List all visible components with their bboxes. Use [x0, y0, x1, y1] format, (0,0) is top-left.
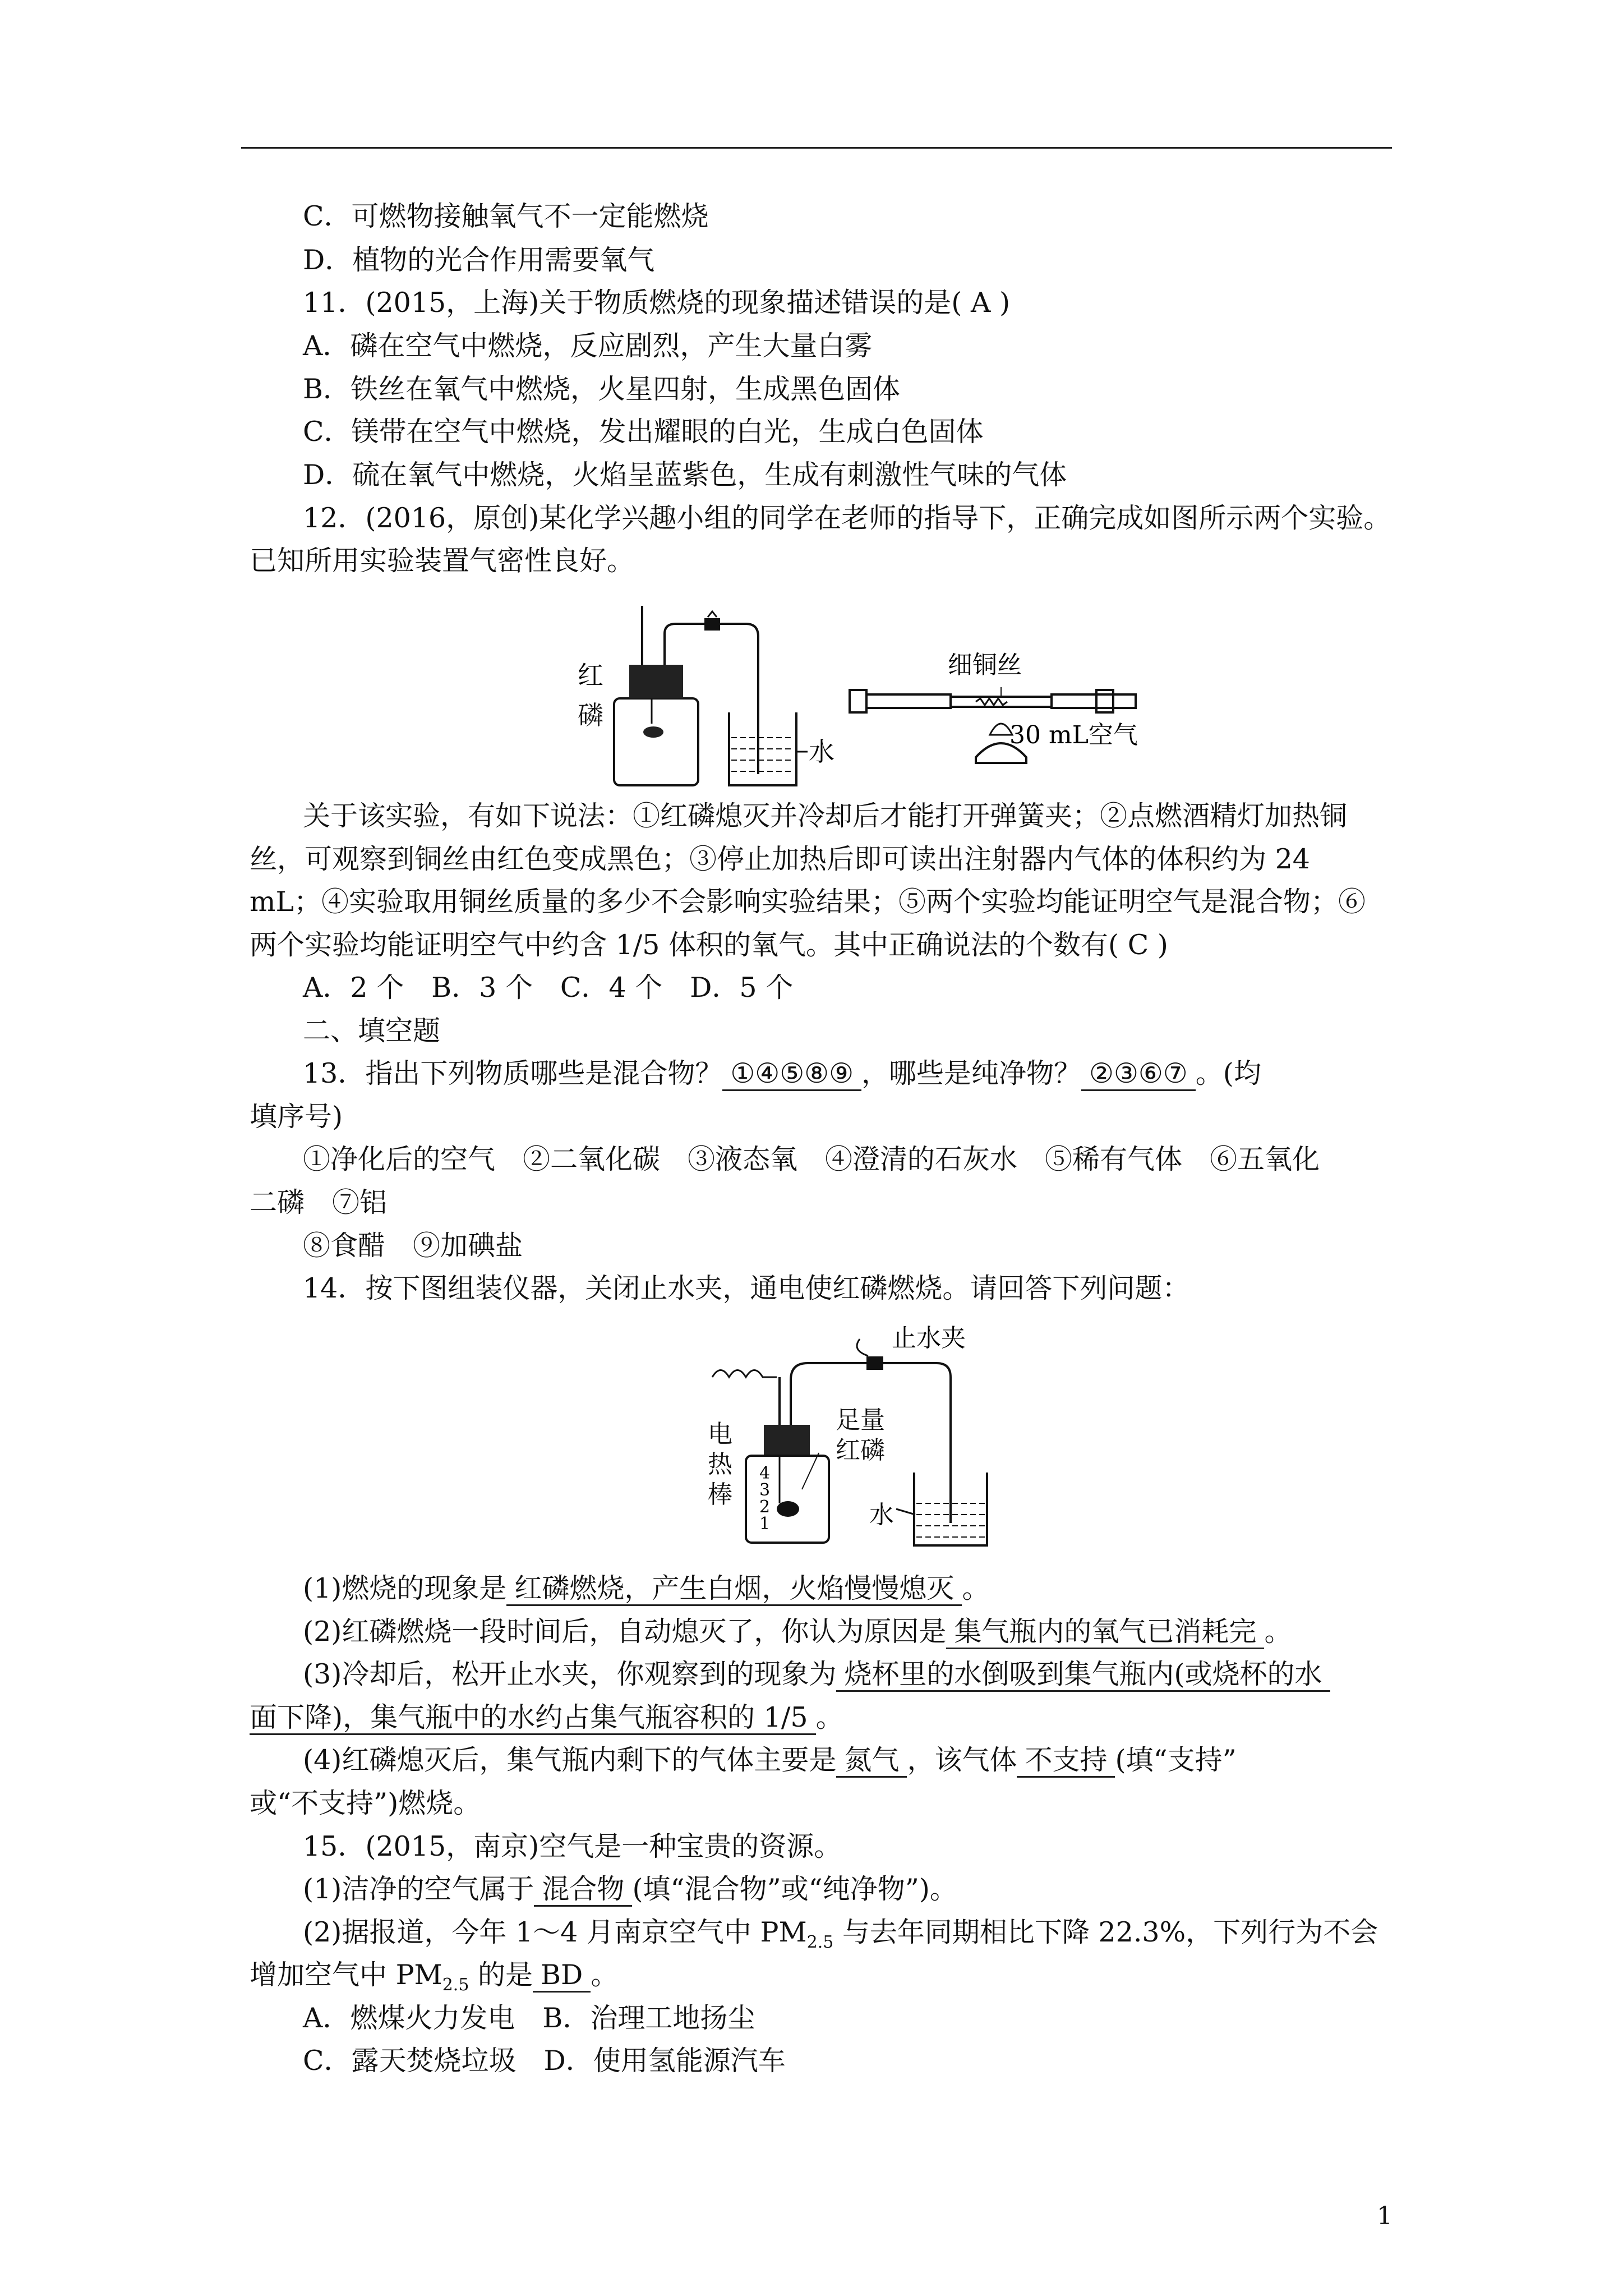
q14-part4-line2: 或“不支持”)燃烧。	[250, 1787, 481, 1819]
label-30ml-air: 30 mL空气	[1009, 721, 1138, 749]
q15-answer2: BD	[533, 1959, 591, 1993]
q12-options: A．2 个 B．3 个 C．4 个 D．5 个	[303, 972, 794, 1004]
q14-stem: 14．按下图组装仪器，关闭止水夹，通电使红磷燃烧。请回答下列问题：	[303, 1272, 1190, 1304]
q14-part4: (4)红磷熄灭后，集气瓶内剩下的气体主要是 氮气 ，该气体 不支持 (填“支持”	[303, 1743, 1237, 1777]
section-fill-in: 二、填空题	[303, 1015, 441, 1047]
q12-body-line4: 两个实验均能证明空气中约含 1/5 体积的氧气。其中正确说法的个数有( C )	[250, 929, 1168, 961]
page-number: 1	[1377, 2202, 1393, 2230]
q14-answer4a: 氮气	[836, 1744, 907, 1778]
q13-answer-pure: ②③⑥⑦	[1081, 1057, 1196, 1091]
q12-body-line2: 丝，可观察到铜丝由红色变成黑色；③停止加热后即可读出注射器内气体的体积约为 24	[250, 843, 1310, 875]
q13-answer-mixtures: ①④⑤⑧⑨	[722, 1057, 861, 1091]
stopper	[629, 665, 683, 698]
q14-answer3b: 面下降)，集气瓶中的水约占集气瓶容积的 1/5	[250, 1701, 816, 1735]
q12-body-line1: 关于该实验，有如下说法：①红磷熄灭并冷却后才能打开弹簧夹；②点燃酒精灯加热铜	[303, 800, 1348, 832]
q15-stem: 15．(2015，南京)空气是一种宝贵的资源。	[303, 1830, 842, 1862]
q12-body-line3: mL；④实验取用铜丝质量的多少不会影响实验结果；⑤两个实验均能证明空气是混合物；⑥	[250, 886, 1366, 918]
q11-option-c: C．镁带在空气中燃烧，发出耀眼的白光，生成白色固体	[303, 416, 984, 448]
mark-1: 1	[759, 1514, 771, 1534]
label-water-1: 水	[809, 737, 834, 767]
spring-clamp	[704, 618, 720, 631]
q11-stem: 11．(2015，上海)关于物质燃烧的现象描述错误的是( A )	[303, 287, 1011, 319]
q14-part3-line2: 面下降)，集气瓶中的水约占集气瓶容积的 1/5 。	[250, 1701, 843, 1734]
label-red-phosphorus-2: 磷	[578, 700, 603, 730]
q10-option-d: D．植物的光合作用需要氧气	[303, 244, 655, 276]
q14-answer1: 红磷燃烧，产生白烟，火焰慢慢熄灭	[506, 1572, 962, 1606]
q15-part2: (2)据报道，今年 1～4 月南京空气中 $PM_{2.5}$ 与去年同期相比下降 22.3%，下列行为不会	[303, 1916, 1378, 1952]
right-syringe	[1052, 694, 1136, 708]
mark-3: 3	[759, 1480, 771, 1500]
q12-stem-line2: 已知所用实验装置气密性良好。	[250, 545, 635, 577]
q15-answer1: 混合物	[534, 1873, 632, 1907]
q14-answer3a: 烧杯里的水倒吸到集气瓶内(或烧杯的水	[836, 1658, 1330, 1692]
label-water-2: 水	[869, 1501, 894, 1529]
left-syringe	[866, 694, 951, 708]
label-red-phosphorus-q14: 足量红磷	[836, 1406, 885, 1465]
q15-part2-line2: 增加空气中 $PM_{2.5}$ 的是 BD 。	[250, 1959, 619, 1995]
q11-option-b: B．铁丝在氧气中燃烧，火星四射，生成黑色固体	[303, 373, 901, 405]
q12-stem-line1: 12．(2016，原创)某化学兴趣小组的同学在老师的指导下，正确完成如图所示两个实验。	[303, 502, 1391, 534]
q14-answer2: 集气瓶内的氧气已消耗完	[946, 1616, 1264, 1649]
q14-part2: (2)红磷燃烧一段时间后，自动熄灭了，你认为原因是 集气瓶内的氧气已消耗完 。	[303, 1615, 1292, 1649]
label-heating-rod: 电热棒	[708, 1420, 732, 1509]
q11-option-d: D．硫在氧气中燃烧，火焰呈蓝紫色，生成有刺激性气味的气体	[303, 459, 1067, 491]
label-copper-wire: 细铜丝	[948, 651, 1022, 679]
q14-answer4b: 不支持	[1017, 1744, 1115, 1778]
label-clamp: 止水夹	[892, 1324, 966, 1352]
q14-part3: (3)冷却后，松开止水夹，你观察到的现象为 烧杯里的水倒吸到集气瓶内(或烧杯的水	[303, 1658, 1330, 1691]
q13-stem: 13．指出下列物质哪些是混合物？ ①④⑤⑧⑨ ，哪些是纯净物？ ②③⑥⑦ 。(均	[303, 1057, 1261, 1091]
q15-options-line2: C．露天焚烧垃圾 D．使用氢能源汽车	[303, 2045, 786, 2077]
q10-option-c: C．可燃物接触氧气不一定能燃烧	[303, 200, 709, 232]
q11-option-a: A．磷在空气中燃烧，反应剧烈，产生大量白雾	[303, 330, 873, 362]
q13-items-line3: ⑧食醋 ⑨加碘盐	[303, 1230, 523, 1262]
q13-items-line2: 二磷 ⑦铝	[250, 1186, 388, 1218]
label-red-phosphorus-1: 红	[578, 660, 603, 691]
mark-2: 2	[759, 1497, 771, 1517]
mark-4: 4	[759, 1464, 771, 1483]
q15-part1: (1)洁净的空气属于 混合物 (填“混合物”或“纯净物”)。	[303, 1872, 957, 1906]
q13-items-line1: ①净化后的空气 ②二氧化碳 ③液态氧 ④澄清的石灰水 ⑤稀有气体 ⑥五氧化	[303, 1143, 1320, 1175]
red-phosphorus-spoon	[643, 726, 663, 738]
q13-stem-line2: 填序号)	[250, 1101, 343, 1133]
q15-options-line1: A．燃煤火力发电 B．治理工地扬尘	[303, 2002, 755, 2034]
q14-part1: (1)燃烧的现象是 红磷燃烧，产生白烟，火焰慢慢熄灭 。	[303, 1572, 989, 1605]
bottle	[614, 698, 698, 785]
